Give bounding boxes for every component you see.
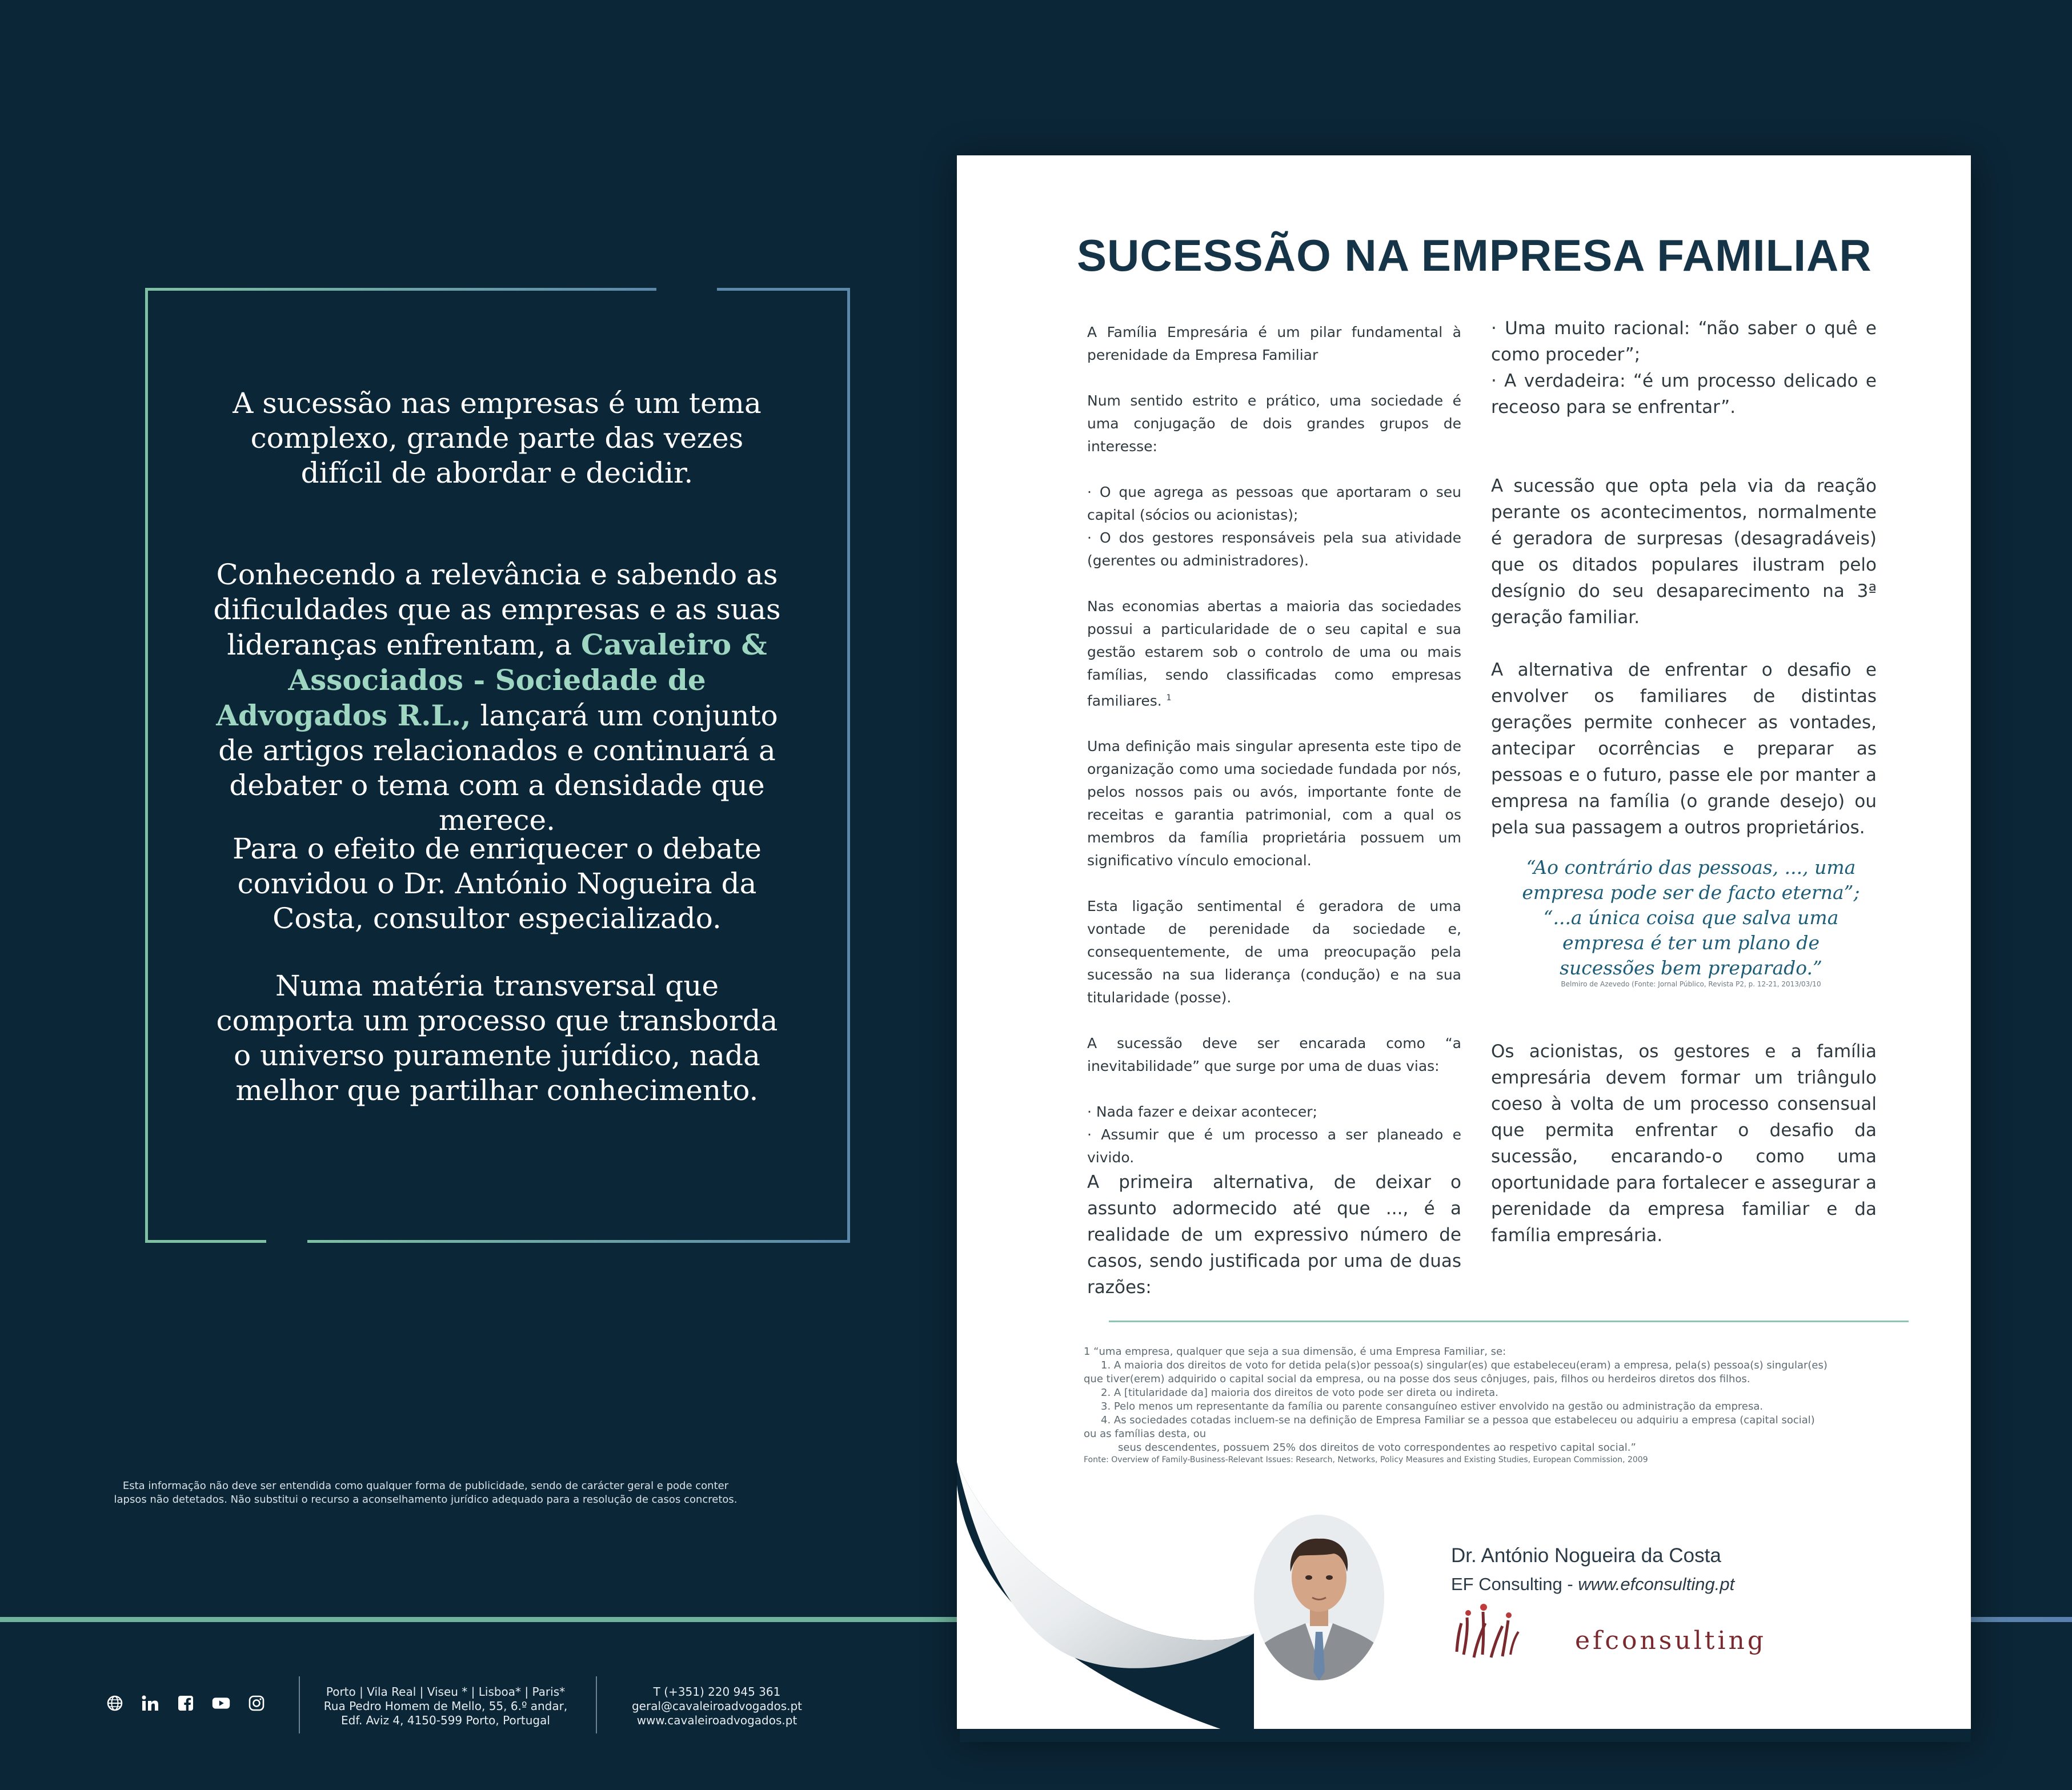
youtube-icon[interactable] bbox=[212, 1694, 230, 1712]
footnote-line: 1 “uma empresa, qualquer que seja a sua dimensão, é uma Empresa Familiar, se: bbox=[1084, 1346, 1506, 1358]
frame-border-top bbox=[145, 288, 656, 291]
page-curl-icon bbox=[957, 1462, 1254, 1742]
frame-border-top-right bbox=[717, 288, 850, 291]
article-paragraph: Uma definição mais singular apresenta este tipo de organização como uma sociedade fundada por nós, pelos nossos pais ou avós, importante fonte de receitas e garantia patrimonial, com a qual os membros da família proprietária possuem um significativo vínculo emocional. bbox=[1087, 738, 1461, 869]
frame-border-bottom-left bbox=[145, 1240, 266, 1243]
list-item: · O dos gestores responsáveis pela sua atividade (gerentes ou administradores). bbox=[1087, 529, 1461, 569]
address-line: Edf. Aviz 4, 4150-599 Porto, Portugal bbox=[341, 1713, 550, 1727]
list-item: · Assumir que é um processo a ser planeado e vivido. bbox=[1087, 1126, 1461, 1166]
article-paragraph: Os acionistas, os gestores e a família empresária devem formar um triângulo coeso à volta de um processo consensual que permita enfrentar o desafio da sucessão, encarando-o como uma oportunidade para fortalecer e assegurar a perenidade da empresa familiar e da família empresária. bbox=[1491, 1041, 1877, 1246]
disclaimer bbox=[86, 1479, 766, 1507]
footnote-line: 3. Pelo menos um representante da família ou parente consanguíneo estiver envolvido na gestão ou administração da empresa. bbox=[1101, 1400, 1764, 1412]
author-organization bbox=[1451, 1574, 1734, 1595]
article-column-left bbox=[1087, 321, 1461, 1323]
footnote-source: Fonte: Overview of Family-Business-Relevant Issues: Research, Networks, Policy Measures and Existing Studies, European Commission, 2009 bbox=[1084, 1455, 1648, 1464]
article-paragraph: A sucessão que opta pela via da reação perante os acontecimentos, normalmente é geradora de surpresas (desagradáveis) que os ditados populares ilustram pelo desígnio do seu desaparecimento na 3ª geração familiar. bbox=[1491, 476, 1877, 628]
article-column-right bbox=[1491, 315, 1877, 1275]
footnote-line: 4. As sociedades cotadas incluem-se na definição de Empresa Familiar se a pessoa que estabeleceu ou adquiriu a empresa (capital social) bbox=[1101, 1414, 1815, 1426]
list-item: · O que agrega as pessoas que aportaram o seu capital (sócios ou acionistas); bbox=[1087, 484, 1461, 523]
instagram-icon[interactable] bbox=[247, 1694, 266, 1712]
office-address bbox=[320, 1685, 571, 1728]
intro-paragraph-1: A sucessão nas empresas é um tema complexo, grande parte das vezes difícil de abordar e decidir. bbox=[233, 387, 762, 489]
article-paragraph: A primeira alternativa, de deixar o assunto adormecido até que ..., é a realidade de um expressivo número de casos, sendo justificada por uma de duas razões: bbox=[1087, 1172, 1461, 1298]
social-links bbox=[106, 1694, 266, 1712]
article-paragraph: Esta ligação sentimental é geradora de uma vontade de perenidade da sociedade e, consequentemente, de uma preocupação pela sucessão na sua liderança (condução) e na sua titularidade (posse). bbox=[1087, 898, 1461, 1006]
disclaimer-line: lapsos não detetados. Não substitui o recurso a aconselhamento jurídico adequado para a resolução de casos concretos. bbox=[114, 1494, 738, 1506]
intro-paragraph-3: Para o efeito de enriquecer o debate convidou o Dr. António Nogueira da Costa, consultor especializado. bbox=[232, 832, 762, 935]
contact-info bbox=[623, 1685, 811, 1728]
footer-separator bbox=[299, 1676, 300, 1733]
firm-name-highlight: Cavaleiro & Associados - Sociedade de Advogados R.L., bbox=[216, 628, 767, 732]
article-paragraph: Num sentido estrito e prático, uma sociedade é uma conjugação de dois grandes grupos de interesse: bbox=[1087, 392, 1461, 455]
footnote bbox=[1084, 1345, 1895, 1465]
org-name: EF Consulting - bbox=[1451, 1574, 1578, 1594]
author-photo bbox=[1254, 1515, 1384, 1680]
list-item: · Uma muito racional: “não saber o quê e como proceder”; bbox=[1491, 318, 1877, 365]
article-title: SUCESSÃO NA EMPRESA FAMILIAR bbox=[1077, 230, 1872, 280]
disclaimer-line: Esta informação não deve ser entendida como qualquer forma de publicidade, sendo de carácter geral e pode conter bbox=[122, 1480, 729, 1492]
efconsulting-wordmark: efconsulting bbox=[1575, 1626, 1767, 1655]
website-link[interactable]: www.cavaleiroadvogados.pt bbox=[636, 1713, 797, 1727]
address-line: Porto | Vila Real | Viseu * | Lisboa* | Paris* bbox=[326, 1685, 566, 1699]
intro-text: Conhecendo a relevância e sabendo as dificuldades que as empresas e as suas lideranças enfrentam, a bbox=[213, 558, 781, 661]
paragraph-text: Nas economias abertas a maioria das sociedades possui a particularidade de o seu capital e sua gestão estarem sob o controlo de uma ou mais famílias, sendo classificadas como empresas familiares. bbox=[1087, 598, 1461, 709]
globe-icon[interactable] bbox=[106, 1694, 124, 1712]
email-link[interactable]: geral@cavaleiroadvogados.pt bbox=[631, 1699, 803, 1713]
pull-quote: “Ao contrário das pessoas, ..., uma empresa pode ser de facto eterna”; “...a única coisa que salva uma empresa é ter um plano de sucessões bem preparado.” bbox=[1522, 856, 1860, 979]
phone-number[interactable]: T (+351) 220 945 361 bbox=[653, 1685, 781, 1699]
footer-separator bbox=[596, 1676, 597, 1733]
article-paragraph: A Família Empresária é um pilar fundamental à perenidade da Empresa Familiar bbox=[1087, 324, 1461, 363]
footnote-line: 2. A [titularidade da] maioria dos direitos de voto pode ser direta ou indireta. bbox=[1101, 1387, 1498, 1399]
intro-paragraph-4: Numa matéria transversal que comporta um processo que transborda o universo puramente jurídico, nada melhor que partilhar conhecimento. bbox=[216, 969, 778, 1107]
facebook-icon[interactable] bbox=[177, 1694, 195, 1712]
list-item: · Nada fazer e deixar acontecer; bbox=[1087, 1103, 1317, 1121]
org-website-link[interactable]: www.efconsulting.pt bbox=[1578, 1574, 1735, 1594]
frame-border-bottom bbox=[307, 1240, 850, 1243]
linkedin-icon[interactable] bbox=[141, 1694, 159, 1712]
footnote-ref: 1 bbox=[1166, 693, 1172, 703]
article-paragraph: A sucessão deve ser encarada como “a inevitabilidade” que surge por uma de duas vias: bbox=[1087, 1035, 1461, 1075]
frame-border-left bbox=[145, 288, 148, 1243]
footnote-line: seus descendentes, possuem 25% dos direitos de voto correspondentes ao respetivo capital social.” bbox=[1118, 1442, 1636, 1454]
author-name: Dr. António Nogueira da Costa bbox=[1451, 1544, 1721, 1567]
footnote-line: que tiver(erem) adquirido o capital social da empresa, ou na posse dos seus cônjuges, pais, filhos ou herdeiros diretos dos filhos. bbox=[1084, 1373, 1750, 1385]
footnote-line: ou as famílias desta, ou bbox=[1084, 1428, 1207, 1440]
intro-text: lançará um conjunto de artigos relacionados e continuará a debater o tema com a densidade que merece. bbox=[218, 699, 778, 837]
footnote-line: 1. A maioria dos direitos de voto for detida pela(s)or pessoa(s) singular(es) que estabeleceu(eram) a empresa, pela(s) pessoa(s) singular(es) bbox=[1101, 1359, 1827, 1371]
intro-paragraph-2 bbox=[211, 557, 783, 838]
article-paragraph: A alternativa de enfrentar o desafio e envolver os familiares de distintas gerações permite conhecer as vontades, antecipar ocorrências e preparar as pessoas e o futuro, passe ele por manter a empresa na família (o grande desejo) ou pela sua passagem a outros proprietários. bbox=[1491, 660, 1877, 838]
frame-border-right bbox=[847, 288, 850, 1243]
article-paragraph bbox=[1087, 595, 1461, 712]
list-item: · A verdadeira: “é um processo delicado e receoso para se enfrentar”. bbox=[1491, 371, 1877, 418]
quote-source: Belmiro de Azevedo (Fonte: Jornal Público, Revista P2, p. 12-21, 2013/03/10 bbox=[1561, 980, 1821, 988]
footnote-divider bbox=[1109, 1321, 1909, 1322]
address-line: Rua Pedro Homem de Mello, 55, 6.º andar, bbox=[323, 1699, 568, 1713]
